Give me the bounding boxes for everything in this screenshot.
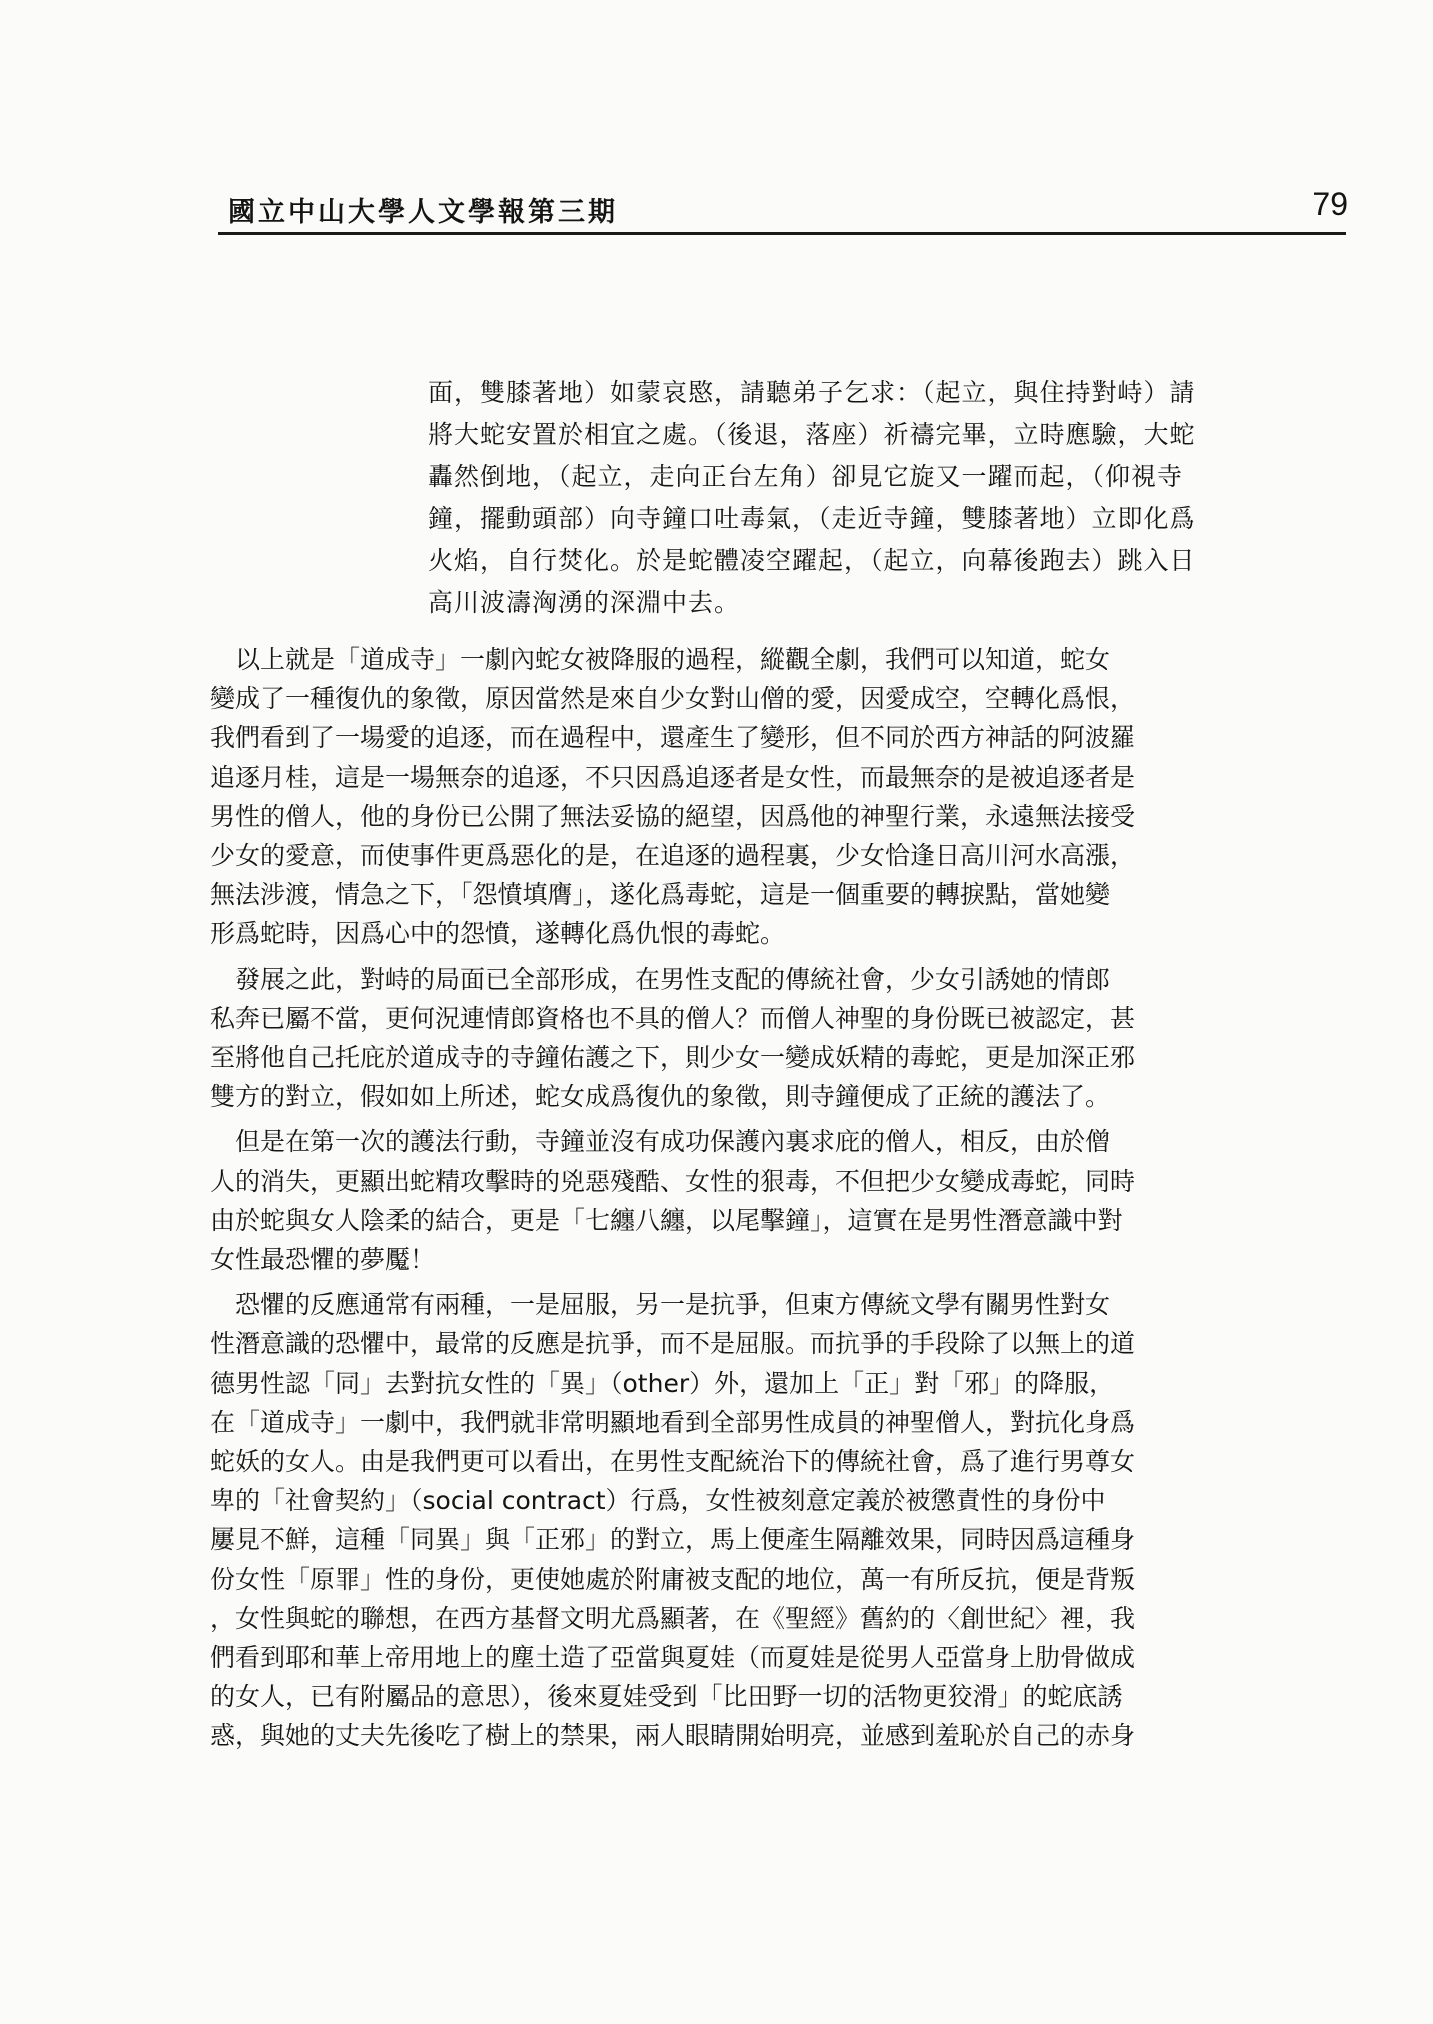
text-line: 惑，與她的丈夫先後吃了樹上的禁果，兩人眼睛開始明亮，並感到羞恥於自己的赤身 <box>210 1721 1136 1751</box>
text-line: 我們看到了一場愛的追逐，而在過程中，還產生了變形，但不同於西方神話的阿波羅 <box>210 723 1136 753</box>
text-line: 私奔已屬不當，更何況連情郎資格也不具的僧人？而僧人神聖的身份既已被認定，甚 <box>210 1003 1136 1033</box>
text-line: ，女性與蛇的聯想，在西方基督文明尤爲顯著，在《聖經》舊約的〈創世紀〉裡，我 <box>210 1603 1136 1633</box>
quote-line: 火焰，自行焚化。於是蛇體凌空躍起，（起立，向幕後跑去）跳入日 <box>428 546 1196 575</box>
text-line: 以上就是「道成寺」一劇內蛇女被降服的過程，縱觀全劇，我們可以知道，蛇女 <box>210 645 1111 674</box>
quote-line: 高川波濤洶湧的深淵中去。 <box>428 588 741 617</box>
text-line: 形爲蛇時，因爲心中的怨憤，遂轉化爲仇恨的毒蛇。 <box>210 919 786 949</box>
text-line: 卑的「社會契約」（social contract）行爲，女性被刻意定義於被懲責性的身份中 <box>210 1486 1106 1516</box>
page-number: 79 <box>1312 186 1348 222</box>
text-line: 無法涉渡，情急之下，「怨憤填膺」，遂化爲毒蛇，這是一個重要的轉捩點，當她變 <box>210 880 1111 910</box>
quote-line: 將大蛇安置於相宜之處。（後退，落座）祈禱完畢，立時應驗，大蛇 <box>428 420 1196 449</box>
paragraph-1 <box>210 640 1328 954</box>
text-line: 的女人，已有附屬品的意思），後來夏娃受到「比田野一切的活物更狡滑」的蛇底誘 <box>210 1682 1123 1712</box>
text-line: 發展之此，對峙的局面已全部形成，在男性支配的傳統社會，少女引誘她的情郎 <box>210 964 1111 994</box>
text-line: 但是在第一次的護法行動，寺鐘並沒有成功保護內裏求庇的僧人，相反，由於僧 <box>210 1127 1111 1157</box>
text-line: 女性最恐懼的夢魘！ <box>210 1245 436 1275</box>
text-line: 蛇妖的女人。由是我們更可以看出，在男性支配統治下的傳統社會，爲了進行男尊女 <box>210 1447 1136 1477</box>
text-line: 恐懼的反應通常有兩種，一是屈服，另一是抗爭，但東方傳統文學有關男性對女 <box>210 1290 1111 1320</box>
text-line: 變成了一種復仇的象徵，原因當然是來自少女對山僧的愛，因愛成空，空轉化爲恨， <box>210 684 1136 714</box>
text-line: 雙方的對立，假如如上所述，蛇女成爲復仇的象徵，則寺鐘便成了正統的護法了。 <box>210 1082 1111 1112</box>
text-line: 男性的僧人，他的身份已公開了無法妥協的絕望，因爲他的神聖行業，永遠無法接受 <box>210 801 1136 831</box>
text-line: 至將他自己托庇於道成寺的寺鐘佑護之下，則少女一變成妖精的毒蛇，更是加深正邪 <box>210 1043 1136 1073</box>
text-line: 少女的愛意，而使事件更爲惡化的是，在追逐的過程裏，少女恰逢日高川河水高漲， <box>210 841 1136 871</box>
quote-line: 鐘，擺動頭部）向寺鐘口吐毒氣，（走近寺鐘，雙膝著地）立即化爲 <box>428 504 1196 533</box>
paragraph-4 <box>210 1285 1328 1755</box>
header-rule <box>218 232 1346 235</box>
text-line: 由於蛇與女人陰柔的結合，更是「七纏八纏，以尾擊鐘」，這實在是男性潛意識中對 <box>210 1205 1123 1235</box>
text-line: 份女性「原罪」性的身份，更使她處於附庸被支配的地位，萬一有所反抗，便是背叛 <box>210 1564 1136 1594</box>
text-line: 屢見不鮮，這種「同異」與「正邪」的對立，馬上便產生隔離效果，同時因爲這種身 <box>210 1525 1136 1555</box>
text-line: 們看到耶和華上帝用地上的塵土造了亞當與夏娃（而夏娃是從男人亞當身上肋骨做成 <box>210 1643 1136 1673</box>
text-line: 德男性認「同」去對抗女性的「異」（other）外，還加上「正」對「邪」的降服， <box>210 1368 1115 1398</box>
paragraph-2 <box>210 960 1328 1117</box>
block-quote <box>428 372 1320 624</box>
paragraph-3 <box>210 1122 1328 1279</box>
text-line: 性潛意識的恐懼中，最常的反應是抗爭，而不是屈服。而抗爭的手段除了以無上的道 <box>210 1329 1136 1359</box>
page-header <box>218 184 1348 244</box>
text-line: 人的消失，更顯出蛇精攻擊時的兇惡殘酷、女性的狠毒，不但把少女變成毒蛇，同時 <box>210 1166 1136 1196</box>
journal-title: 國立中山大學人文學報第三期 <box>228 197 618 228</box>
quote-line: 面，雙膝著地）如蒙哀愍，請聽弟子乞求：（起立，與住持對峙）請 <box>428 378 1196 407</box>
text-line: 追逐月桂，這是一場無奈的追逐，不只因爲追逐者是女性，而最無奈的是被追逐者是 <box>210 762 1136 792</box>
quote-line: 轟然倒地，（起立，走向正台左角）卻見它旋又一躍而起，（仰視寺 <box>428 462 1184 491</box>
body-text <box>210 640 1328 1756</box>
text-line: 在「道成寺」一劇中，我們就非常明顯地看到全部男性成員的神聖僧人，對抗化身爲 <box>210 1407 1136 1437</box>
